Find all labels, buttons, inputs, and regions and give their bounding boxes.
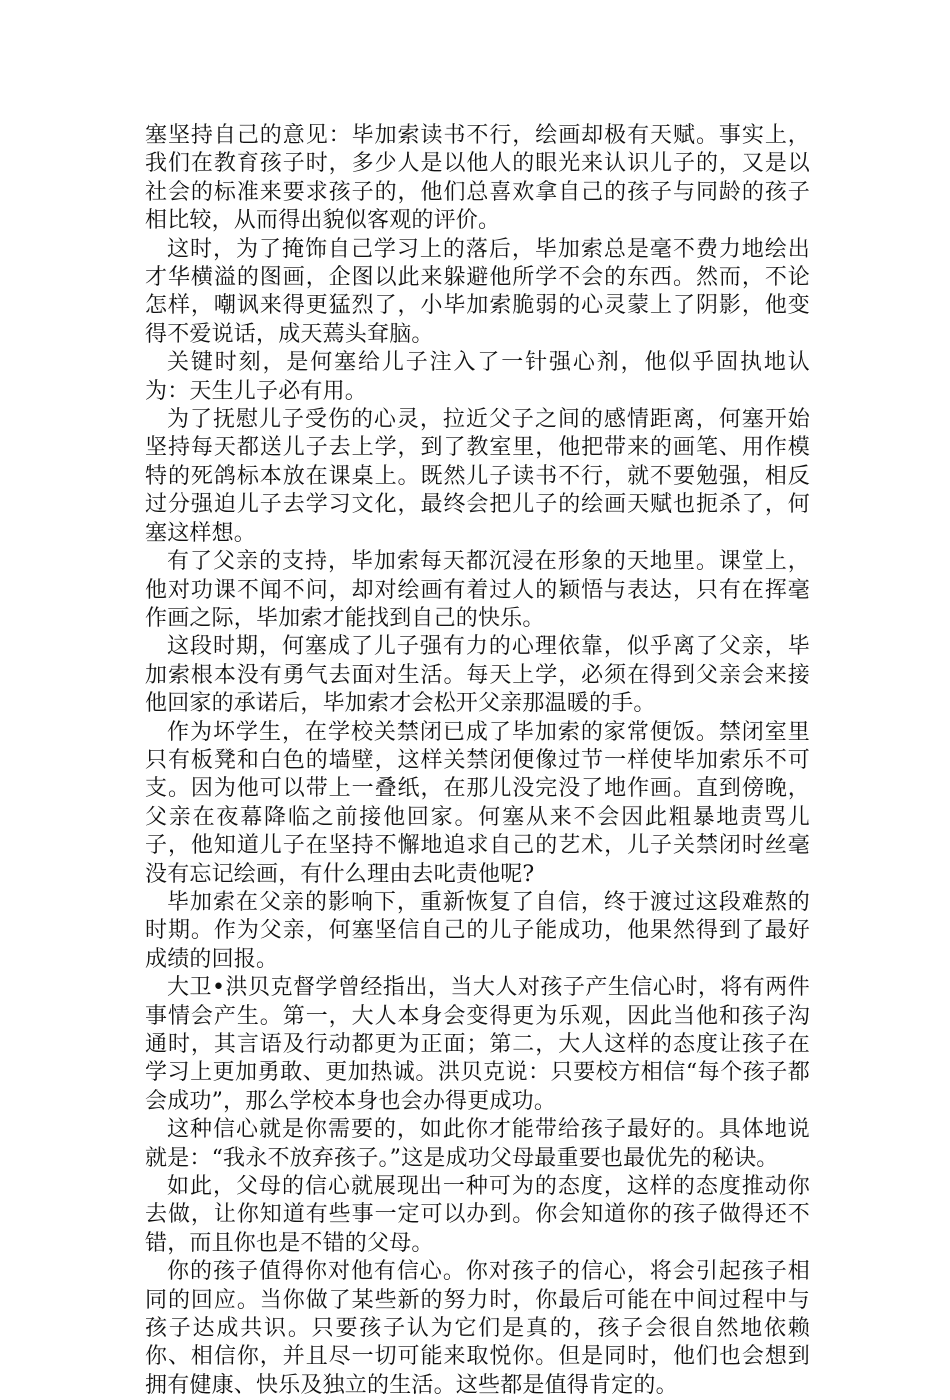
paragraph: 作为坏学生，在学校关禁闭已成了毕加索的家常便饭。禁闭室里只有板凳和白色的墙壁，这样关禁闭便像过节一样使毕加索乐不可支。因为他可以带上一叠纸，在那儿没完没了地作画。直到傍晚，父亲在夜幕降临之前接他回家。何塞从来不会因此粗暴地责骂儿子，他知道儿子在坚持不懈地追求自己的艺术，儿子关禁闭时丝毫没有忘记绘画，有什么理由去叱责他呢?	[145, 719, 810, 887]
paragraph: 为了抚慰儿子受伤的心灵，拉近父子之间的感情距离，何塞开始坚持每天都送儿子去上学，到了教室里，他把带来的画笔、用作模特的死鸽标本放在课桌上。既然儿子读书不行，就不要勉强，相反过分强迫儿子去学习文化，最终会把儿子的绘画天赋也扼杀了，何塞这样想。	[145, 407, 810, 546]
paragraph: 如此，父母的信心就展现出一种可为的态度，这样的态度推动你去做，让你知道有些事一定可以办到。你会知道你的孩子做得还不错，而且你也是不错的父母。	[145, 1174, 810, 1256]
paragraph: 这段时期，何塞成了儿子强有力的心理依靠，似乎离了父亲，毕加索根本没有勇气去面对生活。每天上学，必须在得到父亲会来接他回家的承诺后，毕加索才会松开父亲那温暖的手。	[145, 634, 810, 717]
paragraph: 你的孩子值得你对他有信心。你对孩子的信心，将会引起孩子相同的回应。当你做了某些新的努力时，你最后可能在中间过程中与孩子达成共识。只要孩子认为它们是真的，孩子会很自然地依赖你、相信你，并且尽一切可能来取悦你。但是同时，他们也会想到拥有健康、快乐及独立的生活。这些都是值得肯定的。	[145, 1259, 810, 1398]
paragraph: 塞坚持自己的意见：毕加索读书不行，绘画却极有天赋。事实上，我们在教育孩子时，多少人是以他人的眼光来认识儿子的，又是以社会的标准来要求孩子的，他们总喜欢拿自己的孩子与同龄的孩子相比较，从而得出貌似客观的评价。	[145, 123, 810, 234]
paragraph: 这种信心就是你需要的，如此你才能带给孩子最好的。具体地说就是：“我永不放弃孩子。”这是成功父母最重要也最优先的秘诀。	[145, 1117, 810, 1171]
paragraph: 毕加索在父亲的影响下，重新恢复了自信，终于渡过这段难熬的时期。作为父亲，何塞坚信自己的儿子能成功，他果然得到了最好成绩的回报。	[145, 889, 810, 972]
document-page	[145, 122, 810, 1400]
paragraph: 大卫•洪贝克督学曾经指出，当大人对孩子产生信心时，将有两件事情会产生。第一，大人本身会变得更为乐观，因此当他和孩子沟通时，其言语及行动都更为正面；第二，大人这样的态度让孩子在学习上更加勇敢、更加热诚。洪贝克说：只要校方相信“每个孩子都会成功”，那么学校本身也会办得更成功。	[145, 975, 810, 1114]
paragraph: 关键时刻，是何塞给儿子注入了一针强心剂，他似乎固执地认为：天生儿子必有用。	[145, 350, 810, 404]
paragraph: 这时，为了掩饰自己学习上的落后，毕加索总是毫不费力地绘出才华横溢的图画，企图以此来躲避他所学不会的东西。然而，不论怎样，嘲讽来得更猛烈了，小毕加索脆弱的心灵蒙上了阴影，他变得不爱说话，成天蔫头耷脑。	[145, 236, 810, 347]
paragraph: 有了父亲的支持，毕加索每天都沉浸在形象的天地里。课堂上，他对功课不闻不问，却对绘画有着过人的颖悟与表达，只有在挥毫作画之际，毕加索才能找到自己的快乐。	[145, 549, 810, 631]
